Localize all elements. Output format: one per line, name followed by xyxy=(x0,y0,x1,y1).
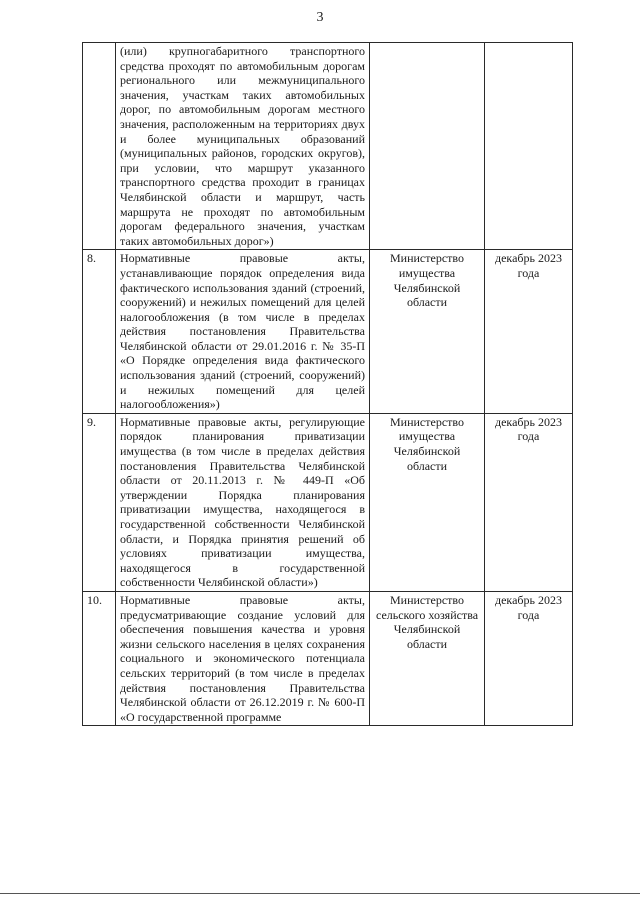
document-table xyxy=(82,42,573,726)
document-description: (или) крупногабаритного транспортного средства проходят по автомобильным дорогам регионального или межмуниципального значения, участкам таких автомобильных дорог, по автомобильным дорогам местного значения, расположенным на территориях двух и более муниципальных образований (муниципальных районов, городских округов), при условии, что маршрут указанного транспортного средства проходит в границах Челябинской области и маршрут, часть маршрута не проходят по автомобильным дорогам федерального значения, участкам таких автомобильных дорог») xyxy=(116,43,370,250)
table-row xyxy=(83,591,573,725)
page-number: 3 xyxy=(316,10,324,25)
responsible-body: Министерство имущества Челябинской области xyxy=(370,413,485,591)
row-number: 8. xyxy=(83,250,116,414)
responsible-body xyxy=(370,43,485,250)
document-description: Нормативные правовые акты, регулирующие порядок планирования приватизации имущества (в том числе в пределах действия постановления Правительства Челябинской области от 20.11.2013 г. № 449-П «Об утверждении Порядка планирования приватизации имущества, находящегося в государственной собственности Челябинской области, и Порядка принятия решений об условиях приватизации имущества, находящегося в государственной собственности Челябинской области») xyxy=(116,413,370,591)
document-description: Нормативные правовые акты, предусматривающие создание условий для обеспечения повышения качества и уровня жизни сельского населения в целях сохранения социального и экономического потенциала сельских территорий (в том числе в пределах действия постановления Правительства Челябинской области от 26.12.2019 г. № 600-П «О государственной программе xyxy=(116,591,370,725)
row-number xyxy=(83,43,116,250)
page-bottom-rule xyxy=(0,893,640,894)
document-description: Нормативные правовые акты, устанавливающие порядок определения вида фактического использования зданий (строений, сооружений) и нежилых помещений для целей налогообложения (в том числе в пределах действия постановления Правительства Челябинской области от 29.01.2016 г. № 35-П «О Порядке определения вида фактического использования зданий (строений, сооружений) и нежилых помещений для целей налогообложения») xyxy=(116,250,370,414)
deadline xyxy=(485,43,573,250)
table-row xyxy=(83,250,573,414)
deadline: декабрь 2023 года xyxy=(485,413,573,591)
row-number: 10. xyxy=(83,591,116,725)
table-row xyxy=(83,43,573,250)
table-row xyxy=(83,413,573,591)
deadline: декабрь 2023 года xyxy=(485,591,573,725)
row-number: 9. xyxy=(83,413,116,591)
responsible-body: Министерство сельского хозяйства Челябинской области xyxy=(370,591,485,725)
responsible-body: Министерство имущества Челябинской области xyxy=(370,250,485,414)
deadline: декабрь 2023 года xyxy=(485,250,573,414)
